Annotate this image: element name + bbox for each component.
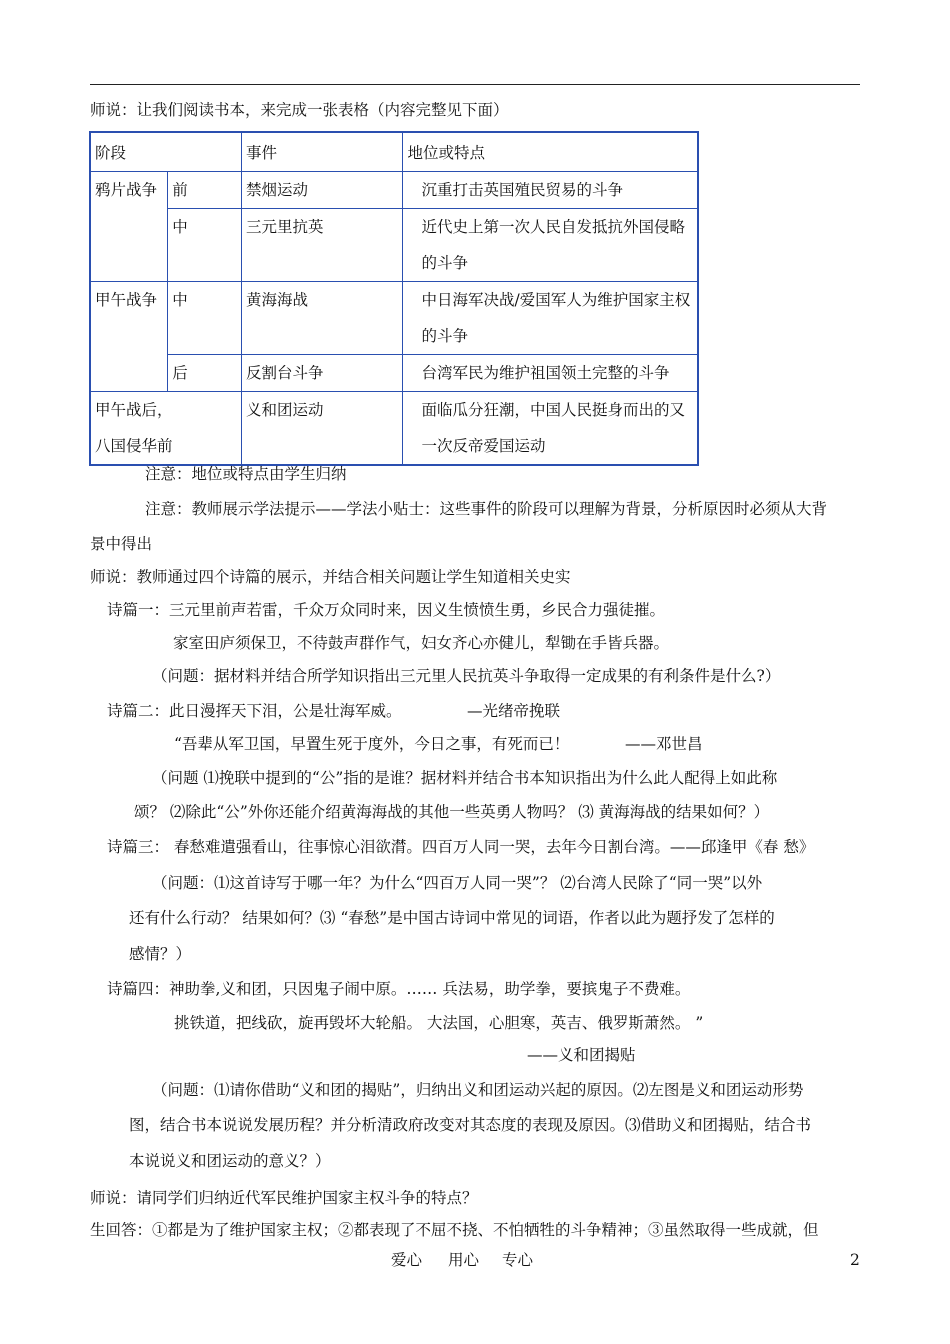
header-rule: [90, 84, 860, 85]
poem-2-source-1: —光绪帝挽联: [467, 702, 561, 720]
poem-3-line-1: 诗篇三： 春愁难遣强看山，往事惊心泪欲潸。四百万人同一哭，去年今日割台湾。——邱逢甲《春 愁》: [107, 838, 815, 856]
feature-cell: 台湾军民为维护祖国领土完整的斗争: [403, 355, 698, 392]
table-header-row: [90, 132, 698, 172]
poem-4-line-2: 挑铁道，把线砍，旋再毁坏大轮船。 大法国，心胆寒，英吉、俄罗斯萧然。 ”: [174, 1014, 704, 1032]
header-feature: 地位或特点: [403, 132, 698, 172]
event-cell: 禁烟运动: [242, 172, 403, 209]
intro-text: 师说：让我们阅读书本，来完成一张表格（内容完整见下面）: [90, 101, 509, 119]
poem-2-question-line-2: 颂？ ⑵除此“公”外你还能介绍黄海海战的其他一些英勇人物吗？ ⑶ 黄海海战的结果如何？）: [134, 803, 770, 821]
header-period: 阶段: [90, 132, 242, 172]
poem-4-line-1: 诗篇四：神助拳,义和团，只因鬼子闹中原。…… 兵法易，助学拳，要摈鬼子不费难。: [107, 980, 691, 998]
table-row: [90, 392, 698, 466]
event-cell: 黄海海战: [242, 282, 403, 355]
period-line-2: 八国侵华前: [95, 437, 173, 455]
table-row: [90, 282, 698, 355]
event-cell: 三元里抗英: [242, 209, 403, 282]
sub-period-cell: 后: [168, 355, 242, 392]
poem-2-line-2: “吾辈从军卫国，早置生死于度外，今日之事，有死而已！: [174, 735, 570, 753]
note-2-line-1: 注意：教师展示学法提示——学法小贴士：这些事件的阶段可以理解为背景，分析原因时必须从大背: [145, 500, 828, 518]
teacher-says-2: 师说：教师通过四个诗篇的展示，并结合相关问题让学生知道相关史实: [90, 568, 571, 586]
period-cell: 鸦片战争: [90, 172, 168, 282]
sub-period-cell: 中: [168, 282, 242, 355]
table-row: [90, 209, 698, 282]
period-line-1: 甲午战后，: [95, 401, 173, 419]
note-1: 注意：地位或特点由学生归纳: [145, 465, 347, 483]
poem-3-question-line-2: 还有什么行动？ 结果如何？⑶ “春愁”是中国古诗词中常见的词语，作者以此为题抒发了怎样的: [129, 909, 775, 927]
footer-motto-2: 用心: [448, 1251, 480, 1269]
table-row: [90, 172, 698, 209]
feature-cell: 中日海军决战/爱国军人为维护国家主权的斗争: [403, 282, 698, 355]
poem-2-source-2: ——邓世昌: [625, 735, 703, 753]
poem-4-question-line-2: 图，结合书本说说发展历程？并分析清政府改变对其态度的表现及原因。⑶借助义和团揭贴，结合书: [129, 1116, 812, 1134]
feature-cell: 沉重打击英国殖民贸易的斗争: [403, 172, 698, 209]
period-cell: 甲午战争: [90, 282, 168, 392]
poem-1-line-2: 家室田庐须保卫，不待鼓声群作气，妇女齐心亦健儿，犁锄在手皆兵器。: [173, 634, 670, 652]
poem-2-question-line-1: （问题 ⑴挽联中提到的“公”指的是谁？据材料并结合书本知识指出为什么此人配得上如此称: [152, 769, 778, 787]
student-answer: 生回答：①都是为了维护国家主权；②都表现了不屈不挠、不怕牺牲的斗争精神；③虽然取得一些成就，但: [90, 1221, 819, 1239]
poem-3-question-line-1: （问题：⑴这首诗写于哪一年？为什么“四百万人同一哭”？ ⑵台湾人民除了“同一哭”以外: [152, 874, 763, 892]
feature-cell: 面临瓜分狂潮，中国人民挺身而出的又一次反帝爱国运动: [403, 392, 698, 466]
poem-4-source: ——义和团揭贴: [527, 1046, 636, 1064]
header-event: 事件: [242, 132, 403, 172]
poem-1-question: （问题：据材料并结合所学知识指出三元里人民抗英斗争取得一定成果的有利条件是什么?）: [152, 667, 781, 685]
table-row: [90, 355, 698, 392]
poem-1-line-1: 诗篇一：三元里前声若雷，千众万众同时来，因义生愤愤生勇，乡民合力强徒摧。: [107, 601, 666, 619]
page-number: 2: [850, 1251, 860, 1269]
poem-4-question-line-3: 本说说义和团运动的意义？）: [129, 1152, 331, 1170]
sub-period-cell: 前: [168, 172, 242, 209]
poem-4-question-line-1: （问题：⑴请你借助“义和团的揭贴”，归纳出义和团运动兴起的原因。⑵左图是义和团运动形势: [152, 1081, 804, 1099]
footer-motto-1: 爱心: [391, 1251, 423, 1269]
note-2-line-2: 景中得出: [90, 535, 153, 553]
teacher-says-3: 师说：请同学们归纳近代军民维护国家主权斗争的特点？: [90, 1189, 478, 1207]
event-cell: 义和团运动: [242, 392, 403, 466]
feature-cell: 近代史上第一次人民自发抵抗外国侵略的斗争: [403, 209, 698, 282]
history-table: [89, 131, 699, 466]
event-cell: 反割台斗争: [242, 355, 403, 392]
poem-2-line-1: 诗篇二：此日漫挥天下泪，公是壮海军威。: [107, 702, 402, 720]
footer-motto-3: 专心: [502, 1251, 534, 1269]
period-cell: [90, 392, 242, 466]
poem-3-question-line-3: 感情？）: [129, 945, 192, 963]
sub-period-cell: 中: [168, 209, 242, 282]
